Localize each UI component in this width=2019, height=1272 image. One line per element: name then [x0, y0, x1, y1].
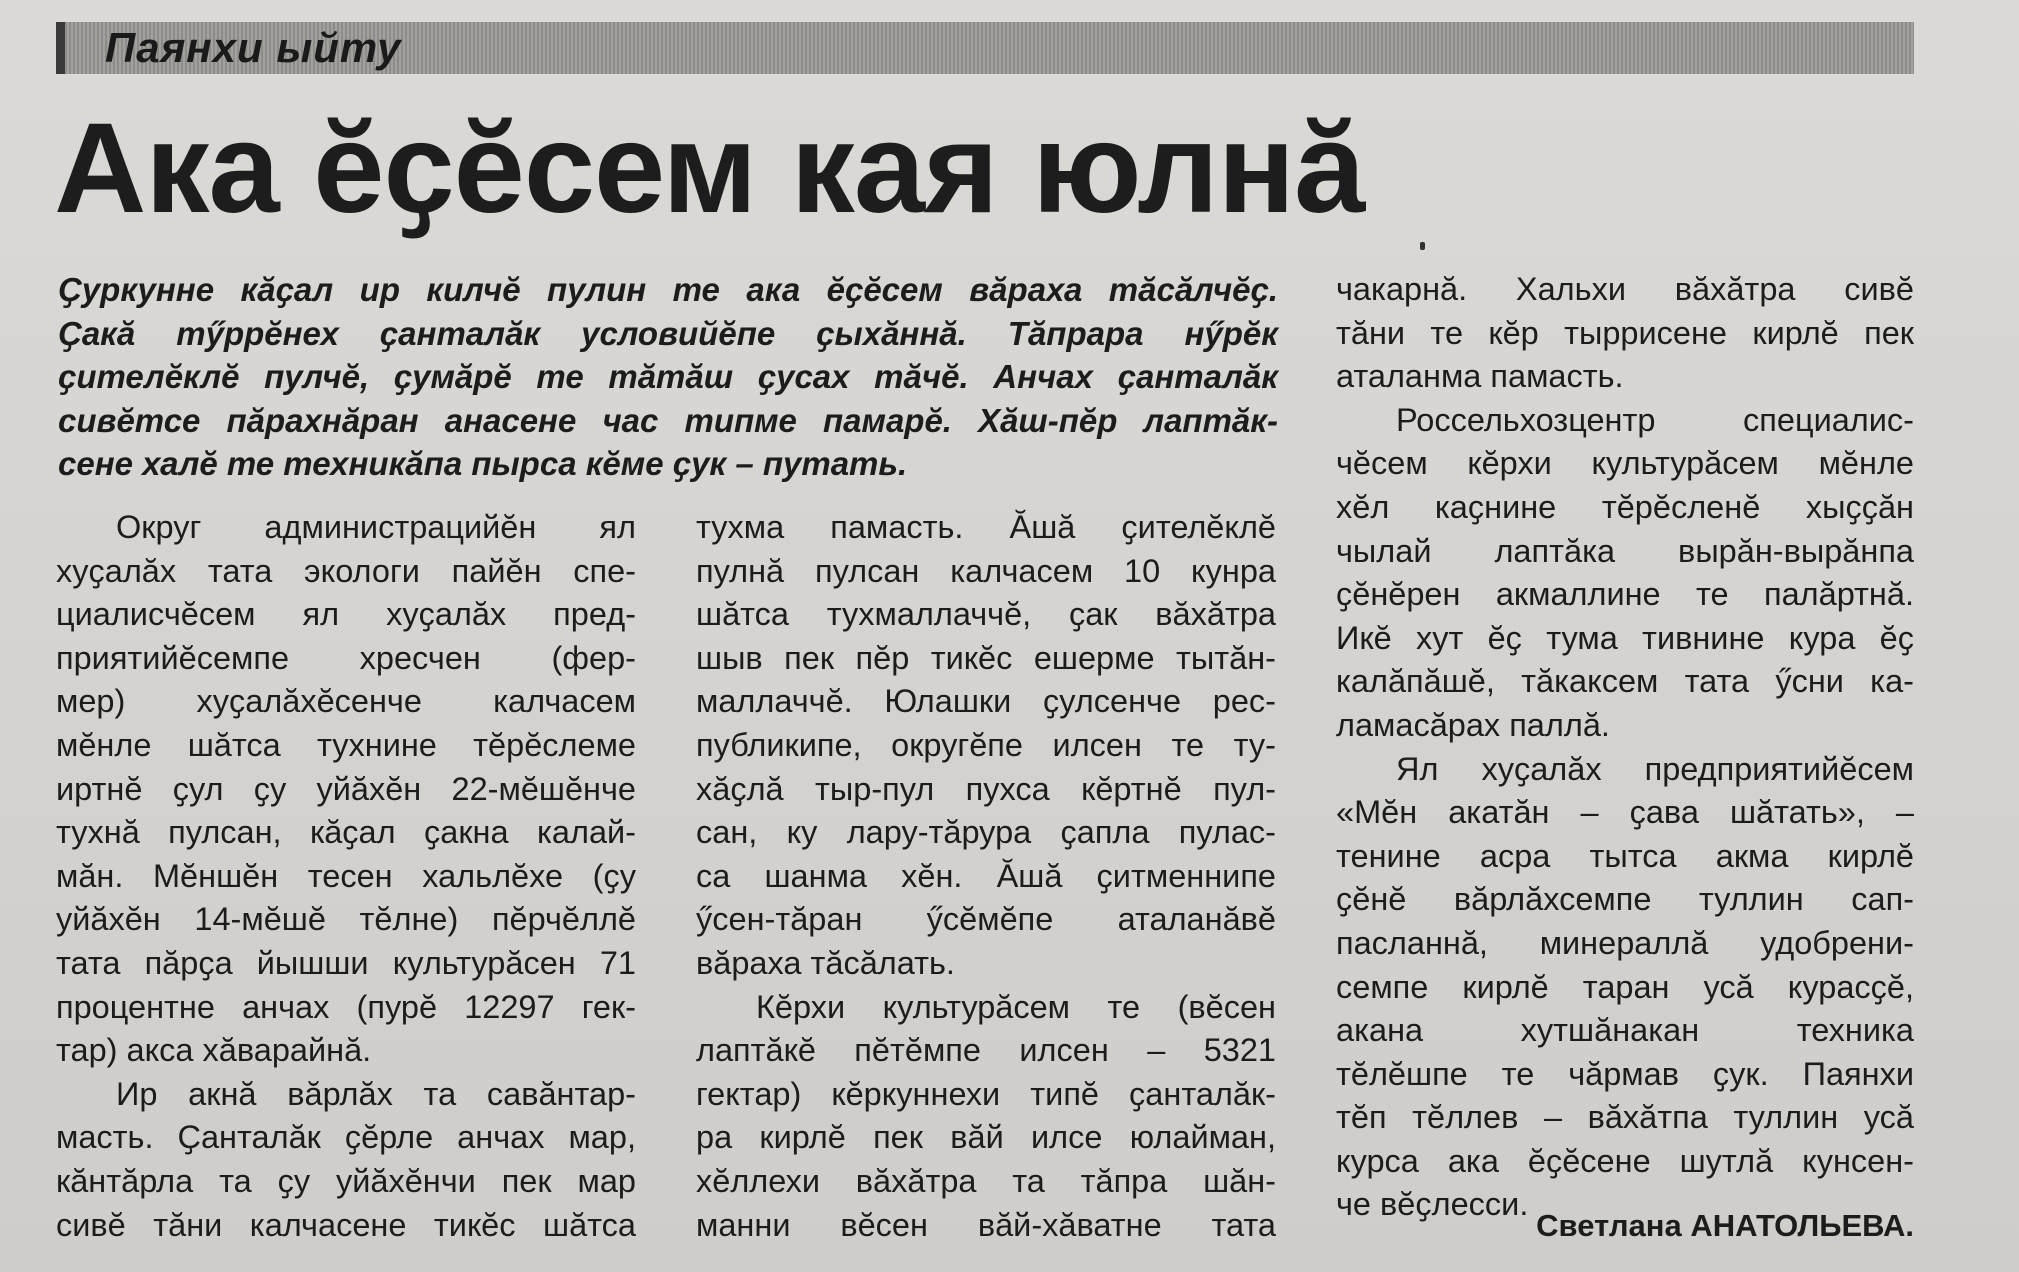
article-column-2: [696, 506, 1276, 1247]
lead-line: сене халӗ те техникӑпа пырса кӗме ҫук – путать.: [58, 445, 908, 482]
text-line: уйӑхӗн 14-мӗшӗ тӗлне) пӗрчӗллӗ: [56, 901, 636, 938]
text-line: масть. Ҫанталӑк ҫӗрле анчах мар,: [56, 1119, 636, 1156]
text-line: тухнӑ пулсан, кӑҫал ҫакна калай-: [56, 814, 636, 851]
text-line: сивӗ тӑни калчасене тикӗс шӑтса: [56, 1206, 636, 1243]
text-line: пулнӑ пулсан калчасем 10 кунра: [696, 552, 1276, 589]
text-line: сан, ку лару-тӑрура ҫапла пулас-: [696, 814, 1276, 851]
text-line: хӗллехи вӑхӑтра та тӑпра шӑн-: [696, 1162, 1276, 1199]
text-line: ҫӗнӗ вӑрлӑхсемпе туллин сап-: [1336, 881, 1914, 918]
text-line: ӳсен-тӑран ӳсӗмӗпе аталанӑвӗ: [696, 901, 1276, 938]
text-line: процентне анчах (пурӗ 12297 гек-: [56, 988, 636, 1025]
ink-speck: [1420, 242, 1425, 250]
text-line: мӑн. Мӗншӗн тесен хальлӗхе (ҫу: [56, 857, 636, 894]
text-line: хӗл каҫнине тӗрӗсленӗ хыҫҫӑн: [1336, 488, 1914, 525]
text-line: ҫӗнӗрен акмаллине те палӑртнӑ.: [1336, 576, 1914, 613]
text-line: Россельхозцентр специалис-: [1396, 401, 1914, 438]
text-line: че вӗҫлесси.: [1336, 1186, 1529, 1223]
lead-line: Ҫакӑ тӳррӗнех ҫанталӑк условийӗпе ҫыхӑннӑ. Тӑпрара нӳрӗк: [58, 314, 1278, 352]
text-line: Икӗ хут ӗҫ тума тивнине кура ӗҫ: [1336, 619, 1914, 656]
lead-line: сивӗтсе пӑрахнӑран анасене час типме памарӗ. Хӑш-пӗр лаптӑк-: [58, 401, 1278, 439]
text-line: шыв пек пӗр тикӗс ешерме тытӑн-: [696, 639, 1276, 676]
text-line: аталанма памасть.: [1336, 358, 1624, 395]
text-line: ра кирлӗ пек вӑй илсе юлайман,: [696, 1119, 1276, 1156]
author-byline: Светлана АНАТОЛЬЕВА.: [1536, 1208, 1914, 1243]
article-column-1: [56, 506, 636, 1247]
text-line: гектар) кӗркуннехи типӗ ҫанталӑк-: [696, 1075, 1276, 1112]
text-line: манни вӗсен вӑй-хӑватне тата: [696, 1206, 1276, 1243]
text-line: хуҫалӑх тата экологи пайӗн спе-: [56, 552, 636, 589]
text-line: пасланнӑ, минераллӑ удобрени-: [1336, 924, 1914, 961]
text-line: шӑтса тухмаллаччӗ, ҫак вӑхӑтра: [696, 596, 1276, 633]
lead-line: Ҫуркунне кӑҫал ир килчӗ пулин те ака ӗҫӗсем вӑраха тӑсӑлчӗҫ.: [58, 271, 1278, 308]
text-line: чӗсем кӗрхи культурӑсем мӗнле: [1336, 445, 1914, 482]
text-line: тӗлӗшпе те чӑрмав ҫук. Паянхи: [1336, 1055, 1914, 1092]
text-line: акана хутшӑнакан техника: [1336, 1012, 1914, 1049]
text-line: семпе кирлӗ таран усӑ курасҫӗ,: [1336, 968, 1914, 1005]
text-line: вӑраха тӑсӑлать.: [696, 944, 955, 981]
text-line: чылай лаптӑка вырӑн-вырӑнпа: [1336, 532, 1914, 569]
rubric-bar: [56, 22, 1914, 74]
lead-line: ҫителӗклӗ пулчӗ, ҫумӑрӗ те тӑтӑш ҫусах тӑчӗ. Анчах ҫанталӑк: [58, 358, 1278, 395]
text-line: чакарнӑ. Хальхи вӑхӑтра сивӗ: [1336, 271, 1914, 307]
article-lead: [58, 268, 1278, 486]
text-line: Ир акнӑ вӑрлӑх та савӑнтар-: [116, 1075, 636, 1112]
text-line: ламасӑрах паллӑ.: [1336, 706, 1610, 743]
text-line: хӑҫлӑ тыр-пул пухса кӗртнӗ пул-: [696, 770, 1276, 807]
text-line: приятийӗсемпе хресчен (фер-: [56, 639, 636, 676]
text-line: калӑпӑшӗ, тӑкаксем тата ӳсни ка-: [1336, 663, 1914, 700]
article-headline: Ака ӗҫӗсем кая юлнӑ: [54, 97, 1365, 240]
text-line: тӗп тӗллев – вӑхӑтпа туллин усӑ: [1336, 1099, 1914, 1136]
text-line: тенине асра тытса акма кирлӗ: [1336, 837, 1914, 874]
text-line: курса ака ӗҫӗсене шутлӑ кунсен-: [1336, 1142, 1914, 1179]
text-line: циалисчӗсем ял хуҫалӑх пред-: [56, 596, 636, 633]
text-line: публикипе, округӗпе илсен те ту-: [696, 726, 1276, 763]
text-line: Ял хуҫалӑх предприятийӗсем: [1396, 750, 1914, 787]
text-line: мер) хуҫалӑхӗсенче калчасем: [56, 683, 636, 720]
text-line: лаптӑкӗ пӗтӗмпе илсен – 5321: [696, 1032, 1276, 1069]
text-line: кӑнтӑрла та ҫу уйӑхӗнчи пек мар: [56, 1162, 636, 1199]
text-line: Кӗрхи культурӑсем те (вӗсен: [756, 988, 1276, 1025]
text-line: тата пӑрҫа йышши культурӑсен 71: [56, 944, 636, 981]
text-line: иртнӗ ҫул ҫу уйӑхӗн 22-мӗшӗнче: [56, 770, 636, 807]
rubric-label: Паянхи ыйту: [105, 24, 402, 71]
text-line: Округ администрацийӗн ял: [116, 509, 636, 545]
article-column-3: [1336, 268, 1914, 1227]
text-line: тухма памасть. Ӑшӑ ҫителӗклӗ: [696, 509, 1276, 545]
text-line: маллаччӗ. Юлашки ҫулсенче рес-: [696, 683, 1276, 720]
text-line: «Мӗн акатӑн – ҫава шӑтать», –: [1336, 794, 1914, 831]
text-line: тар) акса хӑварайнӑ.: [56, 1032, 372, 1069]
text-line: тӑни те кӗр тыррисене кирлӗ пек: [1336, 314, 1914, 351]
text-line: мӗнле шӑтса тухнине тӗрӗслеме: [56, 726, 636, 763]
text-line: са шанма хӗн. Ӑшӑ ҫитменнипе: [696, 857, 1276, 894]
